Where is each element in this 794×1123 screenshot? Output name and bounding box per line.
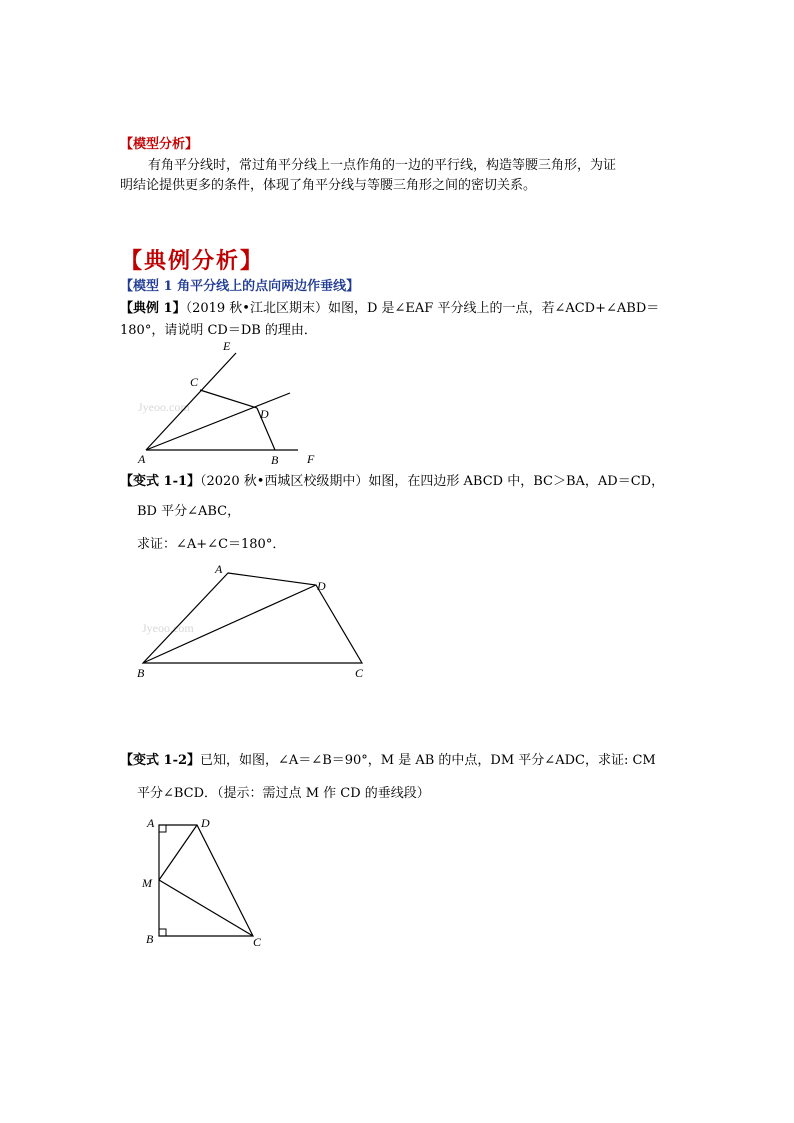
variant1-2-tag: 【变式 1-2】: [120, 753, 201, 768]
label-M: M: [142, 876, 152, 890]
label-C: C: [190, 375, 199, 389]
label-D: D: [317, 579, 326, 593]
label-E: E: [223, 339, 231, 353]
model1-heading: 【模型 1 角平分线上的点向两边作垂线】: [120, 279, 360, 294]
examples-heading: 【典例分析】: [120, 248, 265, 274]
right-angle-mark-A: [159, 825, 166, 832]
quadrilateral-ABCD: [143, 573, 362, 663]
label-B: B: [137, 666, 145, 680]
variant1-1-text-line-1: [120, 473, 664, 491]
segment-MD: [159, 825, 197, 880]
variant1-2-line-2: 平分∠BCD．（提示：需过点 M 作 CD 的垂线段）: [137, 786, 430, 801]
label-C: C: [355, 666, 364, 680]
variant1-2-text-line-1: [120, 752, 656, 770]
variant1-2-line-1: 已知，如图，∠A＝∠B＝90°，M 是 AB 的中点，DM 平分∠ADC，求证: CM: [200, 753, 656, 768]
label-F: F: [307, 452, 315, 466]
label-D: D: [201, 816, 210, 830]
label-B: B: [146, 932, 154, 946]
example1-line-2: 180°，请说明 CD＝DB 的理由．: [120, 323, 317, 338]
label-A: A: [215, 562, 223, 576]
variant1-1-tag: 【变式 1-1】: [120, 474, 201, 489]
variant1-1-watermark: Jyeoo.com: [142, 621, 194, 635]
model-analysis-heading: 【模型分析】: [120, 137, 199, 152]
quadrilateral-ABCD: [159, 825, 253, 936]
example1-figure: [120, 335, 350, 470]
right-angle-mark-B: [159, 929, 166, 936]
label-D: D: [260, 407, 269, 421]
variant1-2-figure: [135, 810, 275, 950]
label-B: B: [271, 453, 279, 467]
variant1-1-figure: [130, 560, 380, 685]
example1-line-1: （2019 秋•江北区期末）如图，D 是∠EAF 平分线上的一点，若∠ACD+∠ABD＝: [185, 301, 660, 316]
variant1-1-line-3: 求证：∠A+∠C＝180°．: [137, 537, 286, 552]
variant1-1-line-1: （2020 秋•西城区校级期中）如图，在四边形 ABCD 中，BC＞BA，AD＝CD，: [200, 474, 665, 489]
example1-text-line-1: [120, 300, 659, 318]
label-A: A: [147, 816, 155, 830]
model-analysis-line-2: 明结论提供更多的条件，体现了角平分线与等腰三角形之间的密切关系。: [120, 178, 537, 193]
example1-watermark: Jyeoo.com: [138, 400, 190, 414]
model-analysis-line-1: 有角平分线时，常过角平分线上一点作角的一边的平行线，构造等腰三角形，为证: [148, 158, 617, 173]
label-C: C: [253, 935, 262, 949]
variant1-1-line-2: BD 平分∠ABC，: [137, 504, 241, 519]
segment-CD: [200, 390, 257, 408]
example1-tag: 【典例 1】: [120, 301, 186, 316]
label-A: A: [138, 452, 146, 466]
